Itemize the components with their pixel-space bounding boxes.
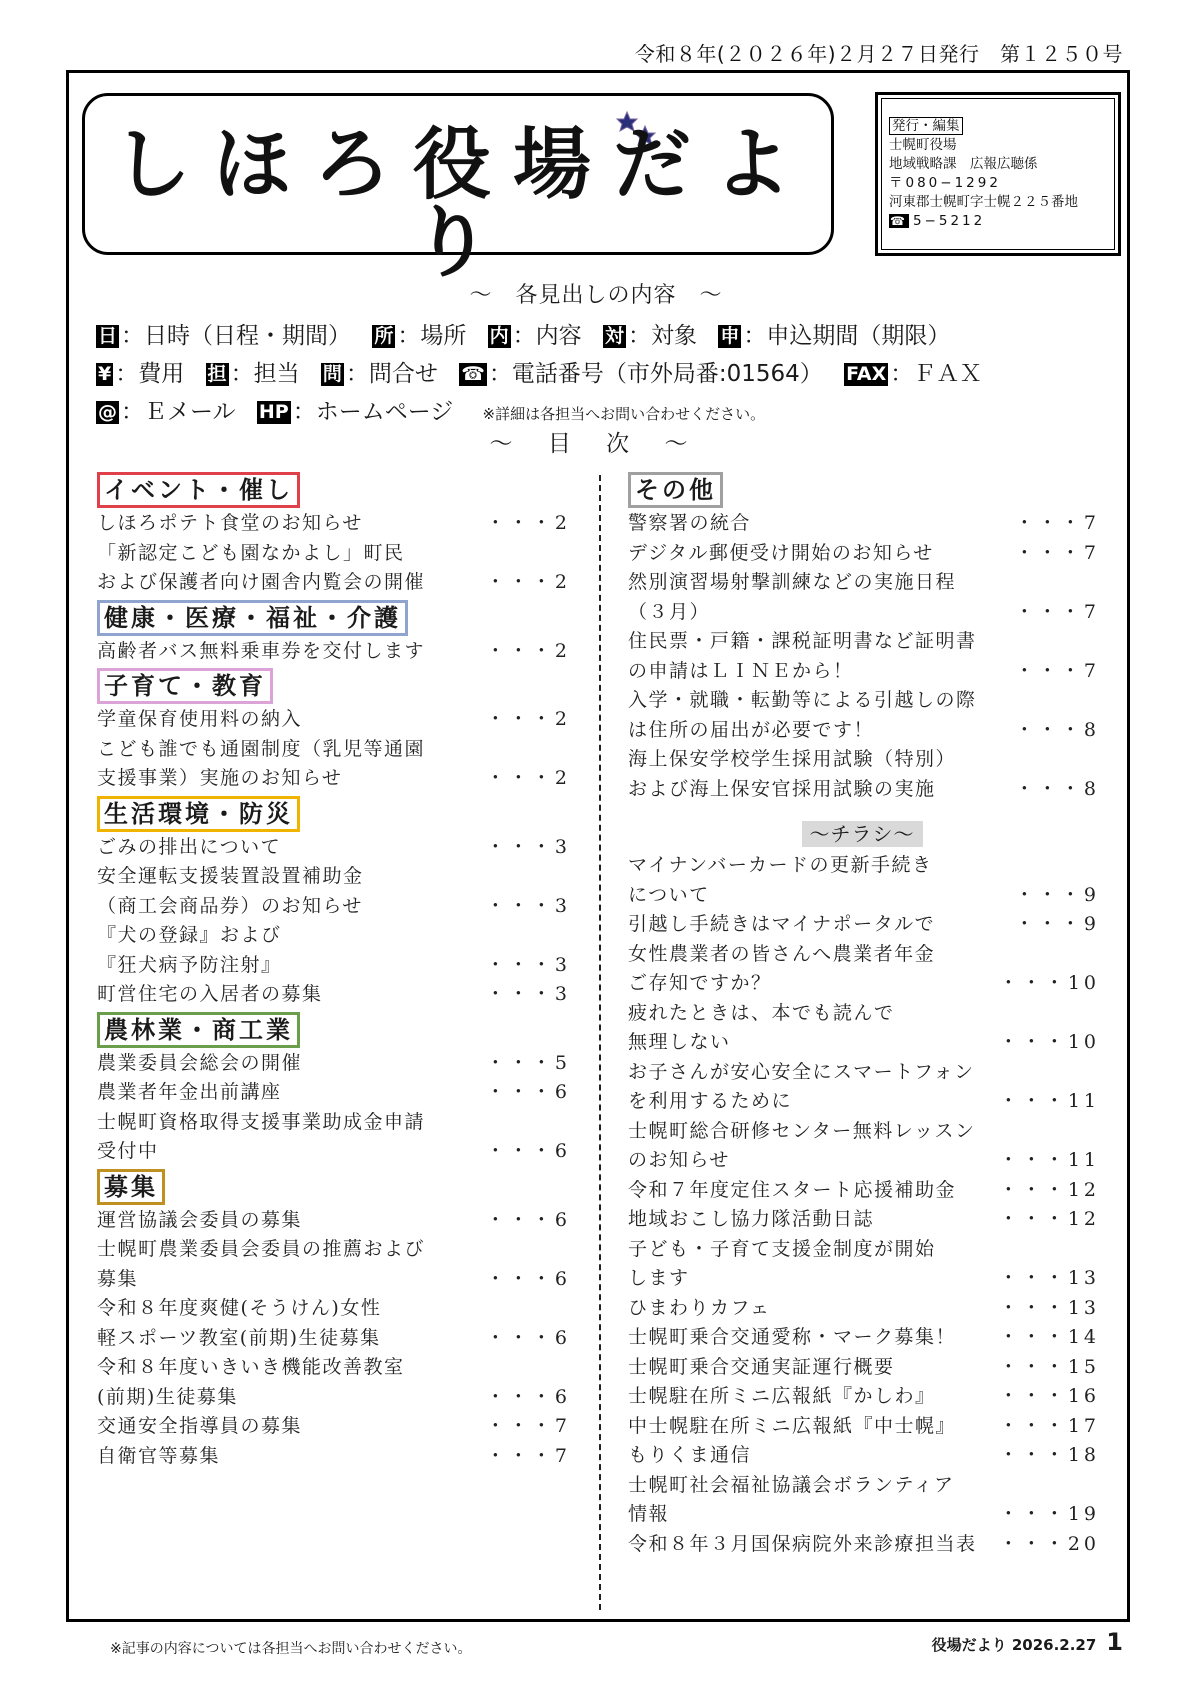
toc-entry-page: ・・・8 <box>1014 777 1100 800</box>
toc-entry-title: 士幌駐在所ミニ広報紙『かしわ』 <box>628 1385 936 1407</box>
toc-entry-title: および保護者向け園舎内覧会の開催 <box>97 571 426 593</box>
toc-entry-title: 士幌町乗合交通愛称・マーク募集！ <box>628 1326 957 1348</box>
toc-entry-page: ・・・3 <box>485 983 571 1005</box>
toc-entry-title: 支援事業）実施のお知らせ <box>97 767 343 789</box>
toc-entry-page: ・・・20 <box>998 1532 1100 1555</box>
toc-entry-page: ・・・13 <box>998 1267 1100 1289</box>
legend-row-2 <box>96 355 1096 393</box>
toc-entry-page: ・・・15 <box>998 1355 1100 1378</box>
toc-entry-title: 士幌町総合研修センター無料レッスン <box>628 1119 976 1142</box>
toc-entry[interactable] <box>628 1382 1100 1412</box>
toc-entry-page: ・・・2 <box>485 639 571 662</box>
section-heading-other: その他 <box>628 472 723 508</box>
legend-row-1 <box>96 317 1096 355</box>
legend-label: ：問合せ <box>345 361 438 387</box>
toc-entry-title: 交通安全指導員の募集 <box>97 1415 303 1437</box>
toc-entry[interactable] <box>628 1500 1100 1530</box>
toc-entry-title: 運営協議会委員の募集 <box>97 1208 303 1231</box>
toc-entry-page: ・・・16 <box>998 1385 1100 1407</box>
toc-entry-title: 中士幌駐在所ミニ広報紙『中士幌』 <box>628 1414 957 1437</box>
toc-entry-page: ・・・8 <box>1014 718 1100 741</box>
section-heading: 農林業・商工業 <box>97 1012 300 1048</box>
page-number: 1 <box>1106 1628 1123 1656</box>
column-divider <box>599 475 601 1610</box>
toc-entry-title: 令和８年度爽健(そうけん)女性 <box>97 1297 382 1319</box>
toc-entry-title: は住所の届出が必要です！ <box>628 718 875 741</box>
toc-entry-page: ・・・2 <box>485 512 571 534</box>
toc-entry-title: 募集 <box>97 1267 139 1290</box>
toc-entry-page: ・・・7 <box>485 1444 571 1467</box>
toc-entry[interactable] <box>628 1441 1100 1471</box>
toc-entry[interactable] <box>628 1294 1100 1324</box>
masthead <box>82 93 834 288</box>
target-tag-icon: 対 <box>604 325 624 347</box>
legend-label: ：申込期間（期限） <box>743 323 951 349</box>
toc-entry-title: 入学・就職・転勤等による引越しの際 <box>628 689 977 711</box>
toc-entry-page: ・・・19 <box>998 1503 1100 1525</box>
publisher-label: 発行・編集 <box>889 117 963 135</box>
toc-entry[interactable] <box>97 735 567 765</box>
toc-entry[interactable] <box>628 568 1096 598</box>
toc-entry-title: こども誰でも通園制度（乳児等通園 <box>97 737 426 760</box>
toc-entry-title: 住民票・戸籍・課税証明書など証明書 <box>628 630 977 652</box>
toc-entry[interactable] <box>628 1087 1100 1117</box>
toc-entry[interactable] <box>97 1412 571 1442</box>
toc-entry[interactable] <box>628 1117 1096 1147</box>
application-tag-icon: 申 <box>720 325 740 347</box>
toc-entry-title: 士幌町乗合交通実証運行概要 <box>628 1355 895 1378</box>
toc-entry-title: のお知らせ <box>628 1149 730 1171</box>
toc-entry-title: 町営住宅の入居者の募集 <box>97 983 323 1005</box>
toc-entry-page: ・・・6 <box>485 1208 571 1231</box>
publisher-tel: 5−5212 <box>912 213 986 229</box>
homepage-tag-icon: HP <box>258 401 289 423</box>
fax-tag-icon: FAX <box>846 363 887 385</box>
toc-entry-page: ・・・9 <box>1014 913 1100 935</box>
toc-entry-title: お子さんが安心安全にスマートフォン <box>628 1060 975 1083</box>
toc-entry-title: 農業者年金出前講座 <box>97 1081 282 1103</box>
toc-entry-title: 士幌町農業委員会委員の推薦および <box>97 1238 426 1260</box>
toc-entry[interactable] <box>628 1028 1100 1058</box>
toc-entry[interactable] <box>97 539 567 569</box>
toc-entry-title: および海上保安官採用試験の実施 <box>628 777 936 800</box>
toc-entry[interactable] <box>628 1146 1100 1176</box>
toc-entry[interactable] <box>628 881 1100 911</box>
section-heading: イベント・催し <box>97 472 300 508</box>
toc-entry[interactable] <box>97 705 571 735</box>
toc-entry-title: デジタル郵便受け開始のお知らせ <box>628 541 934 564</box>
toc-entry-title: （３月） <box>628 600 711 623</box>
footer-note: ※記事の内容については各担当へお問い合わせください。 <box>110 1641 472 1657</box>
publisher-org: 士幌町役場 <box>889 137 957 153</box>
toc-left-column <box>97 470 571 1471</box>
toc-entry[interactable] <box>628 851 1096 881</box>
toc-entry[interactable] <box>628 1471 1096 1501</box>
toc-entry[interactable] <box>97 1137 571 1167</box>
toc-entry-page: ・・・6 <box>485 1081 571 1103</box>
toc-entry-page: ・・・3 <box>485 953 571 976</box>
toc-entry-title: 引越し手続きはマイナポータルで <box>628 913 936 935</box>
toc-entry-page: ・・・5 <box>485 1051 571 1074</box>
toc-entry-title: (前期)生徒募集 <box>97 1385 238 1408</box>
toc-entry[interactable] <box>628 1412 1100 1442</box>
toc-entry-page: ・・・10 <box>998 972 1100 994</box>
toc-entry[interactable] <box>628 686 1096 716</box>
toc-entry-title: 高齢者バス無料乗車券を交付します <box>97 639 426 662</box>
yen-tag-icon: ¥ <box>98 363 112 385</box>
toc-entry[interactable] <box>97 509 571 539</box>
legend-label: ：対象 <box>628 323 697 349</box>
toc-entry-title: 疲れたときは、本でも読んで <box>628 1001 895 1024</box>
toc-entry[interactable] <box>97 1078 571 1108</box>
toc-entry-title: 然別演習場射撃訓練などの実施日程 <box>628 571 957 593</box>
publisher-box <box>875 92 1121 256</box>
toc-entry[interactable] <box>97 921 567 951</box>
toc-entry[interactable] <box>97 1294 567 1324</box>
toc-entry-page: ・・・17 <box>998 1414 1100 1437</box>
toc-entry[interactable] <box>628 745 1096 775</box>
telephone-icon: ☎ <box>890 214 908 228</box>
toc-entry-title: 学童保育使用料の納入 <box>97 708 303 730</box>
toc-entry-title: 軽スポーツ教室(前期)生徒募集 <box>97 1326 381 1349</box>
toc-entry[interactable] <box>97 1324 571 1354</box>
toc-entry-title: 受付中 <box>97 1140 159 1162</box>
toc-entry-title: 令和７年度定住スタート応援補助金 <box>628 1178 957 1201</box>
toc-entry-page: ・・・6 <box>485 1385 571 1408</box>
toc-entry-page: ・・・7 <box>1014 659 1100 682</box>
toc-entry-title: について <box>628 883 710 906</box>
toc-entry[interactable] <box>628 1235 1096 1265</box>
legend <box>96 278 1096 433</box>
toc-entry-page: ・・・3 <box>485 835 571 858</box>
toc-entry-page: ・・・11 <box>998 1090 1100 1112</box>
toc-entry[interactable] <box>97 1049 571 1079</box>
toc-entry-title: 無理しない <box>628 1031 731 1053</box>
toc-entry-page: ・・・13 <box>998 1296 1100 1319</box>
toc-entry[interactable] <box>628 775 1100 805</box>
place-tag-icon: 所 <box>374 325 394 347</box>
section-heading: 生活環境・防災 <box>97 796 300 832</box>
flyer-heading: ～チラシ～ <box>802 821 923 847</box>
toc-entry[interactable] <box>97 568 571 598</box>
toc-entry[interactable] <box>628 910 1100 940</box>
toc-heading: ～ 目 次 ～ <box>489 431 702 457</box>
publisher-address: 河東郡士幌町字士幌２２５番地 <box>889 194 1078 210</box>
toc-entry[interactable] <box>628 1264 1100 1294</box>
toc-entry-page: ・・・10 <box>998 1031 1100 1053</box>
publisher-postal: 〒080−1292 <box>889 175 1001 191</box>
legend-label: ：ＦＡＸ <box>890 361 983 387</box>
toc-entry[interactable] <box>628 940 1096 970</box>
toc-entry-page: ・・・6 <box>485 1140 571 1162</box>
legend-label: ：費用 <box>115 361 185 387</box>
section-heading: 健康・医療・福祉・介護 <box>97 600 408 636</box>
toc-entry[interactable] <box>97 980 571 1010</box>
section-heading: 子育て・教育 <box>97 668 273 704</box>
toc-entry-page: ・・・14 <box>998 1326 1100 1348</box>
section-heading: 募集 <box>97 1169 165 1205</box>
toc-entry[interactable] <box>97 1265 571 1295</box>
toc-entry-page: ・・・6 <box>485 1326 571 1349</box>
toc-entry-title: 『狂犬病予防注射』 <box>97 953 282 976</box>
legend-label: ：ホームページ <box>292 399 454 425</box>
toc-entry-page: ・・・11 <box>998 1149 1100 1171</box>
toc-entry[interactable] <box>628 1176 1100 1206</box>
toc-entry[interactable] <box>97 1353 567 1383</box>
toc-entry[interactable] <box>628 1353 1100 1383</box>
toc-entry[interactable] <box>628 1205 1100 1235</box>
legend-label: ：内容 <box>512 323 582 349</box>
toc-entry-title: 子ども・子育て支援金制度が開始 <box>628 1237 936 1260</box>
charge-tag-icon: 担 <box>207 363 227 385</box>
toc-entry[interactable] <box>97 1442 571 1472</box>
toc-entry[interactable] <box>628 999 1096 1029</box>
footer-label <box>932 1628 1123 1656</box>
content-tag-icon: 内 <box>489 325 509 347</box>
legend-label: ：担当 <box>230 361 300 387</box>
toc-entry[interactable] <box>97 1383 571 1413</box>
toc-entry-title: ひまわりカフェ <box>628 1296 771 1319</box>
legend-label: ：場所 <box>397 323 467 349</box>
toc-entry-title: 安全運転支援装置設置補助金 <box>97 865 364 887</box>
toc-entry-title: 地域おこし協力隊活動日誌 <box>628 1208 875 1230</box>
toc-entry[interactable] <box>628 1323 1100 1353</box>
toc-entry[interactable] <box>97 862 567 892</box>
toc-entry[interactable] <box>97 1206 571 1236</box>
toc-entry-page: ・・・2 <box>485 767 571 789</box>
toc-entry-title: 令和８年度いきいき機能改善教室 <box>97 1356 405 1378</box>
toc-entry[interactable] <box>628 1530 1100 1560</box>
date-tag-icon: 日 <box>98 325 118 347</box>
toc-entry-page: ・・・3 <box>485 894 571 917</box>
toc-entry-title: 士幌町社会福祉協議会ボランティア <box>628 1473 955 1496</box>
legend-label: ：電話番号（市外局番:01564） <box>488 361 823 387</box>
toc-entry[interactable] <box>628 716 1100 746</box>
toc-entry[interactable] <box>628 1058 1096 1088</box>
toc-entry-page: ・・・7 <box>1014 600 1100 623</box>
toc-entry-page: ・・・2 <box>485 571 571 593</box>
toc-entry-title: 「新認定こども園なかよし」町民 <box>97 541 405 564</box>
toc-entry[interactable] <box>97 1108 567 1138</box>
toc-entry[interactable] <box>97 951 571 981</box>
toc-entry-title: （商工会商品券）のお知らせ <box>97 894 363 917</box>
toc-entry-title: を利用するために <box>628 1090 793 1112</box>
email-tag-icon: @ <box>98 401 117 423</box>
toc-entry[interactable] <box>97 833 571 863</box>
legend-label: ：Ｅメール <box>121 399 236 425</box>
toc-entry[interactable] <box>97 892 571 922</box>
toc-entry-title: もりくま通信 <box>628 1444 752 1466</box>
toc-entry-title: 士幌町資格取得支援事業助成金申請 <box>97 1110 426 1133</box>
legend-label: ：日時（日程・期間） <box>121 323 352 349</box>
toc-entry[interactable] <box>97 764 571 794</box>
toc-entry-page: ・・・7 <box>485 1415 571 1437</box>
toc-entry[interactable] <box>628 539 1100 569</box>
telephone-tag-icon: ☎ <box>461 363 485 385</box>
toc-entry-page: ・・・2 <box>485 708 571 730</box>
toc-entry-page: ・・・6 <box>485 1267 571 1290</box>
toc-entry-title: 『犬の登録』および <box>97 924 282 946</box>
toc-entry-title: 自衛官等募集 <box>97 1444 221 1467</box>
footer-issue-label: 役場だより 2026.2.27 <box>931 1636 1097 1654</box>
toc-entry-title: 海上保安学校学生採用試験（特別） <box>628 748 957 770</box>
toc-entry-title: しほろポテト食堂のお知らせ <box>97 512 363 534</box>
newsletter-title: しほろ役場だより <box>112 120 813 288</box>
toc-entry-page: ・・・12 <box>998 1208 1100 1230</box>
toc-entry-title: 令和８年３月国保病院外来診療担当表 <box>628 1532 977 1555</box>
toc-right-column <box>628 470 1100 1559</box>
toc-entry-title: 警察署の統合 <box>628 512 752 534</box>
toc-entry-title: の申請はＬＩＮＥから！ <box>628 659 854 682</box>
toc-entry-title: 女性農業者の皆さんへ農業者年金 <box>628 942 936 965</box>
legend-note: ※詳細は各担当へお問い合わせください。 <box>482 405 766 423</box>
toc-entry-title: ごみの排出について <box>97 835 282 858</box>
toc-entry-title: マイナンバーカードの更新手続き <box>628 854 933 876</box>
issue-line: 令和８年(２０２６年)２月２７日発行 第１２５０号 <box>634 42 1123 66</box>
toc-entry[interactable] <box>628 627 1096 657</box>
toc-entry[interactable] <box>628 657 1100 687</box>
toc-entry[interactable] <box>628 969 1100 999</box>
toc-entry-title: 農業委員会総会の開催 <box>97 1051 303 1074</box>
toc-entry-title: ご存知ですか？ <box>628 972 772 994</box>
toc-entry-page: ・・・12 <box>998 1178 1100 1201</box>
toc-entry-page: ・・・7 <box>1014 512 1100 534</box>
toc-entry[interactable] <box>97 637 571 667</box>
toc-entry[interactable] <box>628 509 1100 539</box>
toc-entry-page: ・・・18 <box>998 1444 1100 1466</box>
publisher-dept: 地域戦略課 広報広聴係 <box>889 156 1038 172</box>
toc-entry[interactable] <box>97 1235 567 1265</box>
toc-entry-title: 情報 <box>628 1503 670 1525</box>
toc-entry-title: します <box>628 1267 690 1289</box>
toc-entry-page: ・・・9 <box>1014 883 1100 906</box>
toc-entry[interactable] <box>628 598 1100 628</box>
toc-entry-page: ・・・7 <box>1014 541 1100 564</box>
legend-heading: ～ 各見出しの内容 ～ <box>469 283 723 308</box>
inquiry-tag-icon: 問 <box>322 363 342 385</box>
